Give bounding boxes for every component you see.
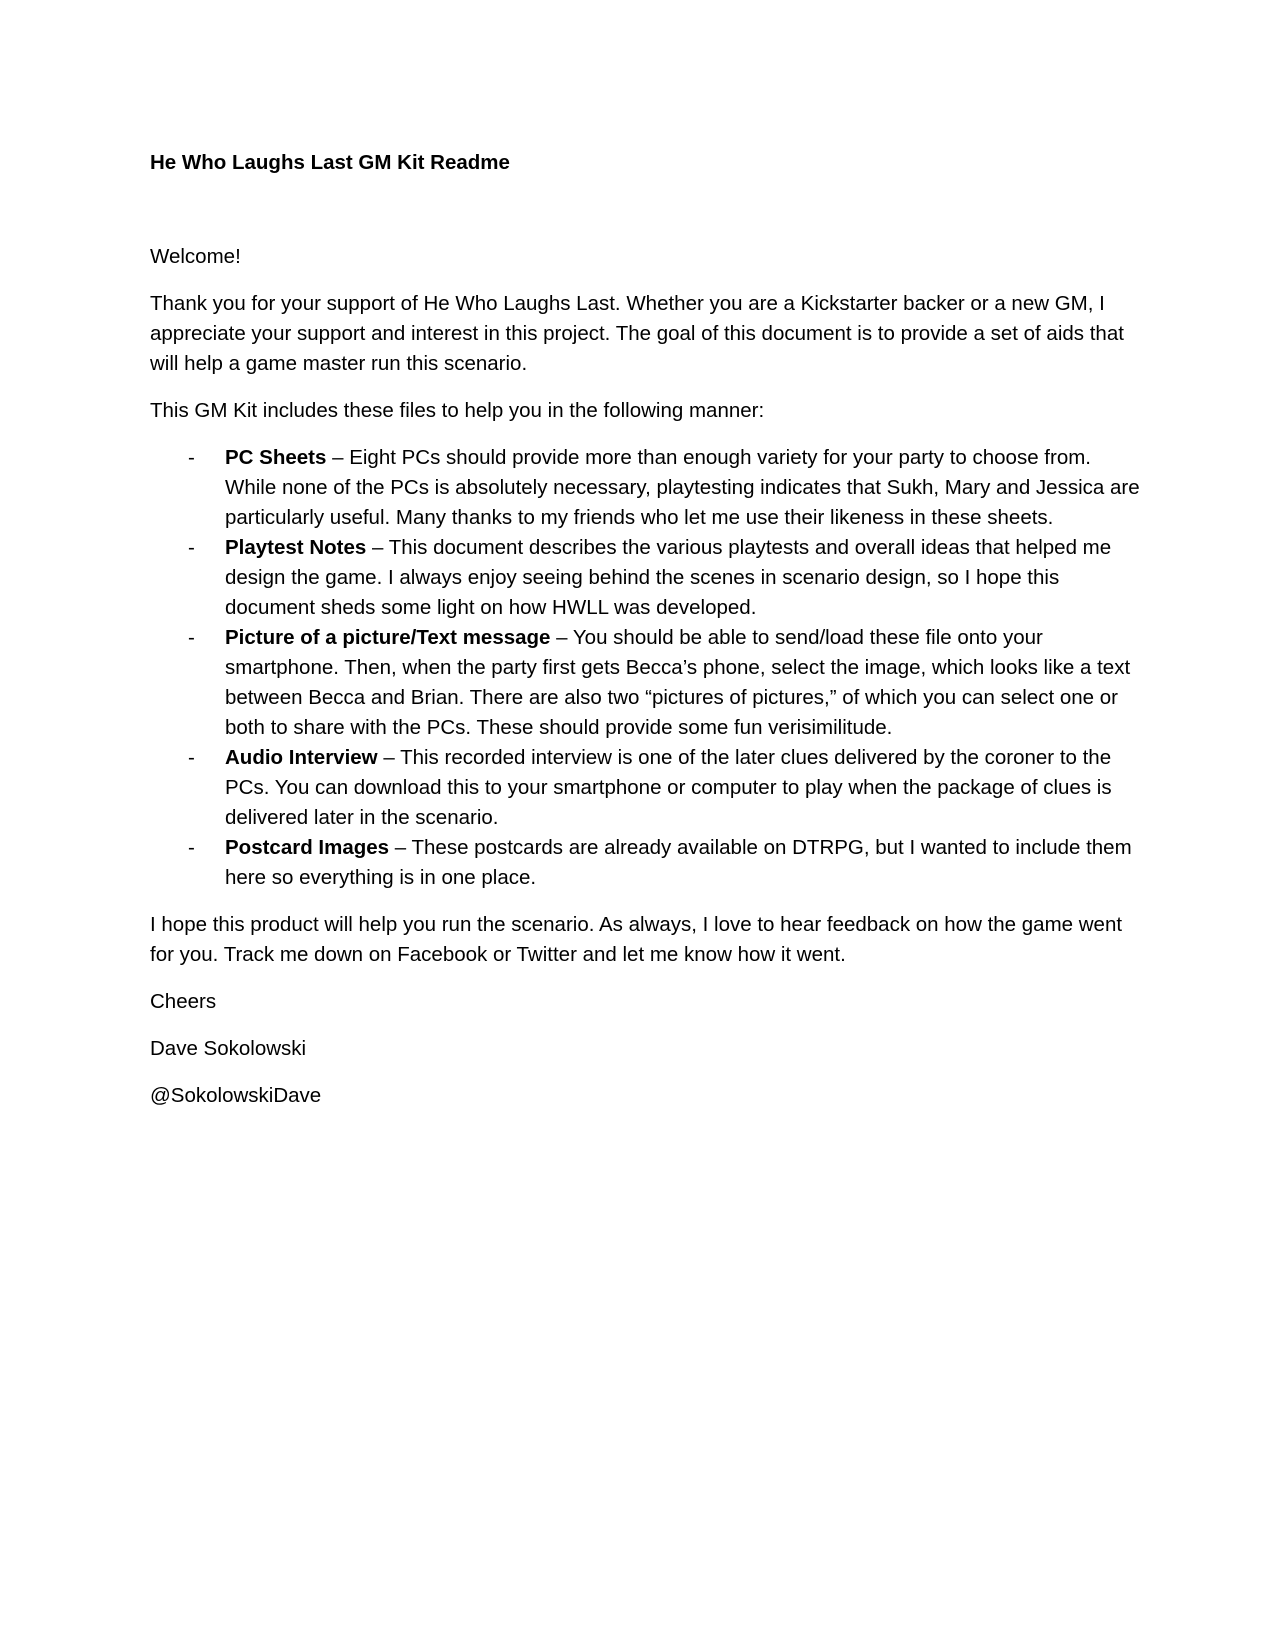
document-body bbox=[150, 148, 1140, 1128]
list-item bbox=[150, 833, 1140, 893]
file-description: – These postcards are already available on DTRPG, but I wanted to include them here so everything is in one place. bbox=[225, 836, 1132, 889]
closing-paragraph: I hope this product will help you run the scenario. As always, I love to hear feedback on how the game went for you. Track me down on Facebook or Twitter and let me know how it went. bbox=[150, 913, 1123, 966]
bullet-dash: - bbox=[188, 536, 195, 559]
signoff: Cheers bbox=[150, 990, 217, 1013]
files-intro: This GM Kit includes these files to help you in the following manner: bbox=[150, 399, 765, 422]
file-name: Audio Interview bbox=[225, 746, 378, 769]
file-name: Postcard Images bbox=[225, 836, 390, 859]
file-description: – This document describes the various playtests and overall ideas that helped me design the game. I always enjoy seeing behind the scenes in scenario design, so I hope this document sheds some light on how HWLL was developed. bbox=[225, 536, 1112, 619]
author-handle: @SokolowskiDave bbox=[150, 1084, 322, 1107]
bullet-dash: - bbox=[188, 746, 195, 769]
file-description: – This recorded interview is one of the later clues delivered by the coroner to the PCs. You can download this to your smartphone or computer to play when the package of clues is delivered later in the scenario. bbox=[225, 746, 1112, 829]
bullet-dash: - bbox=[188, 836, 195, 859]
document-title: He Who Laughs Last GM Kit Readme bbox=[150, 151, 510, 174]
file-description: – You should be able to send/load these file onto your smartphone. Then, when the party first gets Becca’s phone, select the image, which looks like a text between Becca and Brian. There are also two “pictures of pictures,” of which you can select one or both to share with the PCs. These should provide some fun verisimilitude. bbox=[225, 626, 1131, 739]
greeting: Welcome! bbox=[150, 245, 241, 268]
list-item bbox=[150, 533, 1140, 623]
bullet-dash: - bbox=[188, 446, 195, 469]
file-description: – Eight PCs should provide more than enough variety for your party to choose from. While none of the PCs is absolutely necessary, playtesting indicates that Sukh, Mary and Jessica are particularly useful. Many thanks to my friends who let me use their likeness in these sheets. bbox=[225, 446, 1140, 529]
list-item bbox=[150, 443, 1140, 533]
file-name: Picture of a picture/Text message bbox=[225, 626, 551, 649]
bullet-dash: - bbox=[188, 626, 195, 649]
list-item bbox=[150, 623, 1140, 743]
file-name: PC Sheets bbox=[225, 446, 327, 469]
list-item bbox=[150, 743, 1140, 833]
files-list bbox=[150, 443, 1140, 893]
author-name: Dave Sokolowski bbox=[150, 1037, 307, 1060]
file-name: Playtest Notes bbox=[225, 536, 367, 559]
intro-paragraph: Thank you for your support of He Who Laughs Last. Whether you are a Kickstarter backer or a new GM, I appreciate your support and interest in this project. The goal of this document is to provide a set of aids that will help a game master run this scenario. bbox=[150, 292, 1124, 375]
